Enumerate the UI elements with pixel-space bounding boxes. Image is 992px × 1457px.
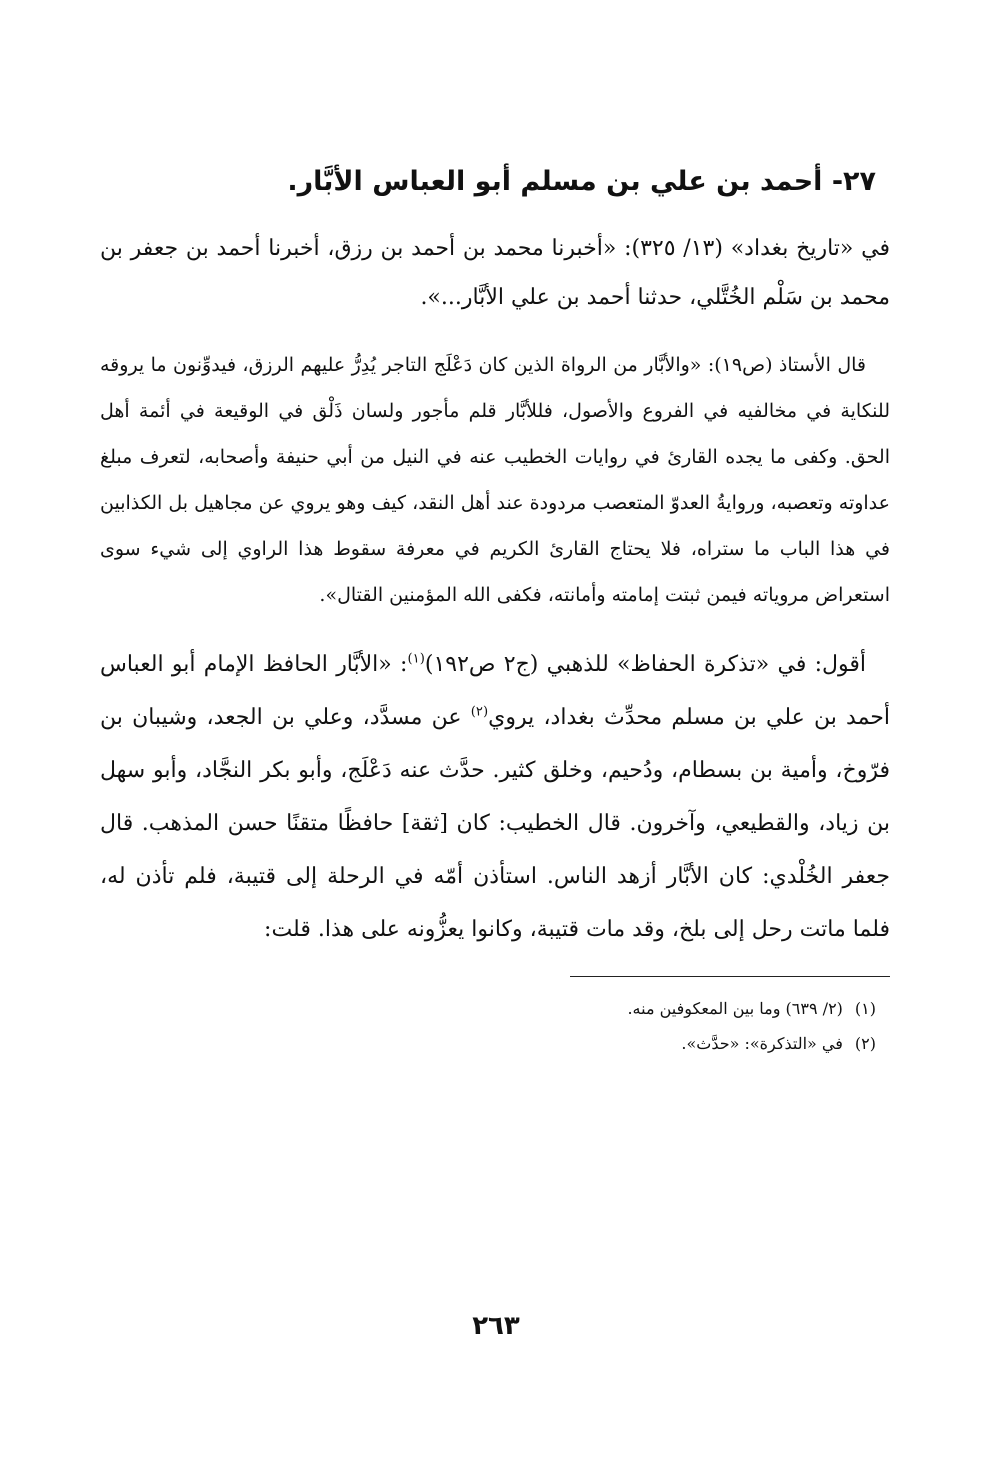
- reply-text-part2: : «الأبَّار الحافظ الإمام أبو العباس أحمد بن علي بن مسلم محدِّث بغداد، يروي: [100, 652, 890, 730]
- footnote-2: [100, 1026, 890, 1061]
- paragraph-ustadh-quote: قال الأستاذ (ص١٩): «والأبَّار من الرواة الذين كان دَعْلَج التاجر يُدِرُّ عليهم الرزق، فيدوِّنون ما يروقه للنكاية في مخالفيه في الفروع والأصول، فللأبَّار قلم مأجور ولسان ذَلْق في الوقيعة في أئمة أهل الحق. وكفى ما يجده القارئ في روايات الخطيب عنه في النيل من أبي حنيفة وأصحابه، لتعرف مبلغ عداوته وتعصبه، وروايةُ العدوّ المتعصب مردودة عند أهل النقد، كيف وهو يروي عن مجاهيل بل الكذابين في هذا الباب ما ستراه، فلا يحتاج القارئ الكريم في معرفة سقوط هذا الراوي إلى شيء سوى استعراض مروياته فيمن ثبتت إمامته وأمانته، فكفى الله المؤمنين القتال».: [100, 354, 890, 606]
- footnote-ref-1: (١): [407, 651, 425, 667]
- footnote-divider: [570, 976, 890, 977]
- reply-text-part1: أقول: في «تذكرة الحفاظ» للذهبي (ج٢ ص١٩٢): [424, 652, 867, 677]
- footnote-ref-2: (٢): [470, 704, 489, 720]
- footnote-number: (١): [854, 999, 876, 1018]
- paragraph-author-reply: [100, 638, 890, 956]
- footnotes: [100, 991, 890, 1061]
- footnote-number: (٢): [854, 1034, 876, 1053]
- footnote-1: [100, 991, 890, 1026]
- footnote-text: (٢/ ٦٣٩) وما بين المعكوفين منه.: [627, 999, 843, 1018]
- paragraph-source-citation: في «تاريخ بغداد» (١٣/ ٣٢٥): «أخبرنا محمد بن أحمد بن رزق، أخبرنا أحمد بن جعفر بن محمد بن سَلْم الخُتَّلي، حدثنا أحمد بن علي الأبَّار...».: [100, 236, 890, 310]
- document-page: [100, 150, 890, 1390]
- page-number: ٢٦٣: [472, 1311, 520, 1341]
- footnote-text: في «التذكرة»: «حدَّث».: [681, 1034, 843, 1053]
- reply-text-part3: عن مسدَّد، وعلي بن الجعد، وشيبان بن فرّوخ، وأمية بن بسطام، ودُحيم، وخلق كثير. حدَّث عنه دَعْلَج، وأبو بكر النجَّاد، وأبو سهل بن زياد، والقطيعي، وآخرون. قال الخطيب: كان [ثقة] حافظًا متقنًا حسن المذهب. قال جعفر الخُلْدي: كان الأبَّار أزهد الناس. استأذن أمّه في الرحلة إلى قتيبة، فلم تأذن له، فلما ماتت رحل إلى بلخ، وقد مات قتيبة، وكانوا يعزُّونه على هذا. قلت:: [100, 705, 890, 942]
- entry-heading: ٢٧- أحمد بن علي بن مسلم أبو العباس الأبَّار.: [287, 166, 876, 197]
